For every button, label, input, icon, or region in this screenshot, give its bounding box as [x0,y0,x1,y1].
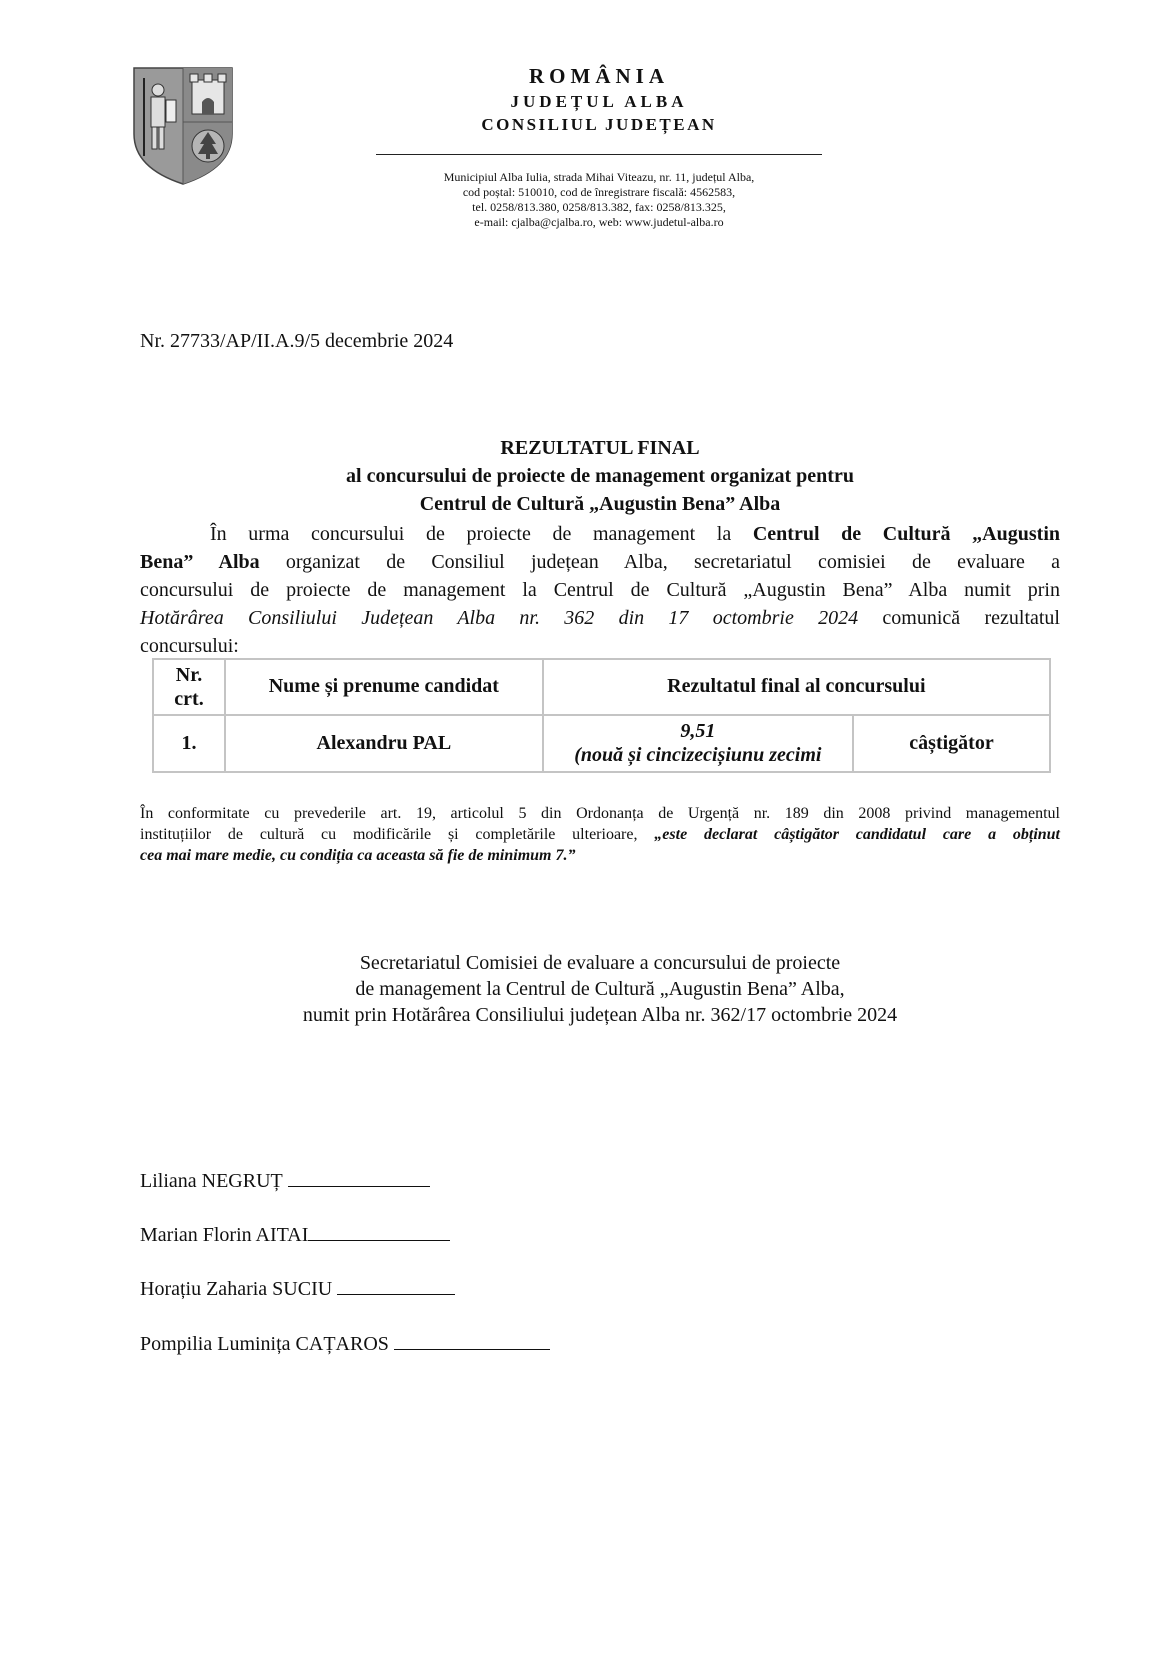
signatory-name: Liliana NEGRUȚ [140,1170,283,1192]
row-nr: 1. [153,715,225,772]
document-title: REZULTATUL FINAL [500,437,700,459]
signature-line [140,1168,430,1193]
intro-line [140,520,1060,548]
intro-institution: Bena” Alba [140,551,260,573]
legal-note-line: În conformitate cu prevederile art. 19, articolul 5 din Ordonanța de Urgență nr. 189 din 2008 privind managementul [140,805,1060,822]
intro-line [140,548,1060,576]
signatory-name: Pompilia Luminița CAȚAROS [140,1333,389,1355]
intro-institution: Centrul de Cultură „Augustin [752,523,1060,545]
signature-blank [308,1222,450,1241]
intro-line [140,604,1060,632]
secretariat-line: numit prin Hotărârea Consiliului județean Alba nr. 362/17 octombrie 2024 [302,1004,898,1026]
row-score [543,715,853,772]
legal-note-quote: „este declarat câștigător candidatul care a obținut [654,826,1061,843]
row-candidate-name: Alexandru PAL [225,715,543,772]
header-candidate-name: Nume și prenume candidat [225,659,543,715]
address-line: cod poștal: 510010, cod de înregistrare fiscală: 4562583, [462,185,736,199]
intro-decision: Hotărârea Consiliului Județean Alba nr. 362 din 17 octombrie 2024 [140,607,859,629]
legal-note-quote: cea mai mare medie, cu condiția ca aceasta să fie de minimum 7.” [140,847,576,864]
header-nr: Nr. [175,663,203,686]
signature-blank [288,1168,430,1187]
header-county: JUDEȚUL ALBA [510,92,688,111]
table-header-row [153,659,1050,715]
signature-blank [337,1276,455,1295]
document-subtitle: Centrul de Cultură „Augustin Bena” Alba [419,493,781,515]
signature-blank [394,1331,550,1350]
county-coat-of-arms-icon [132,64,234,186]
header-country: ROMÂNIA [529,64,669,88]
secretariat-line: de management la Centrul de Cultură „Augustin Bena” Alba, [355,978,845,1000]
header-council: CONSILIUL JUDEȚEAN [481,115,717,134]
document-subtitle: al concursului de proiecte de management organizat pentru [346,465,854,487]
score-words: (nouă și cincizecișiunu zecimi [574,744,822,767]
header-divider [376,154,822,155]
header-final-result: Rezultatul final al concursului [543,659,1050,715]
score-value: 9,51 [680,720,716,743]
address-line: e-mail: cjalba@cjalba.ro, web: www.judetul-alba.ro [474,215,724,229]
intro-text: comunică rezultatul [858,607,1060,629]
intro-line: concursului: [140,635,239,657]
signatory-name: Marian Florin AITAI [140,1224,309,1246]
signature-line [140,1222,450,1247]
secretariat-line: Secretariatul Comisiei de evaluare a concursului de proiecte [359,952,841,974]
address-line: Municipiul Alba Iulia, strada Mihai Viteazu, nr. 11, județul Alba, [443,170,755,184]
table-row [153,715,1050,772]
intro-line: concursului de proiecte de management la Centrul de Cultură „Augustin Bena” Alba numit prin [140,579,1060,601]
header-crt: crt. [174,687,204,710]
address-line: tel. 0258/813.380, 0258/813.382, fax: 0258/813.325, [472,200,726,214]
intro-text: organizat de Consiliul județean Alba, secretariatul comisiei de evaluare a [259,551,1060,573]
legal-note-text: instituțiilor de cultură cu modificările și completările ulterioare, [140,826,655,843]
legal-note-line [140,824,1060,845]
signatory-name: Horațiu Zaharia SUCIU [140,1278,333,1300]
header-nr-crt [153,659,225,715]
signature-line [140,1331,550,1356]
row-status: câștigător [853,715,1050,772]
document-number: Nr. 27733/AP/II.A.9/5 decembrie 2024 [140,330,454,352]
intro-text: În urma concursului de proiecte de management la [210,523,753,545]
signature-line [140,1276,455,1301]
results-table [152,658,1051,773]
